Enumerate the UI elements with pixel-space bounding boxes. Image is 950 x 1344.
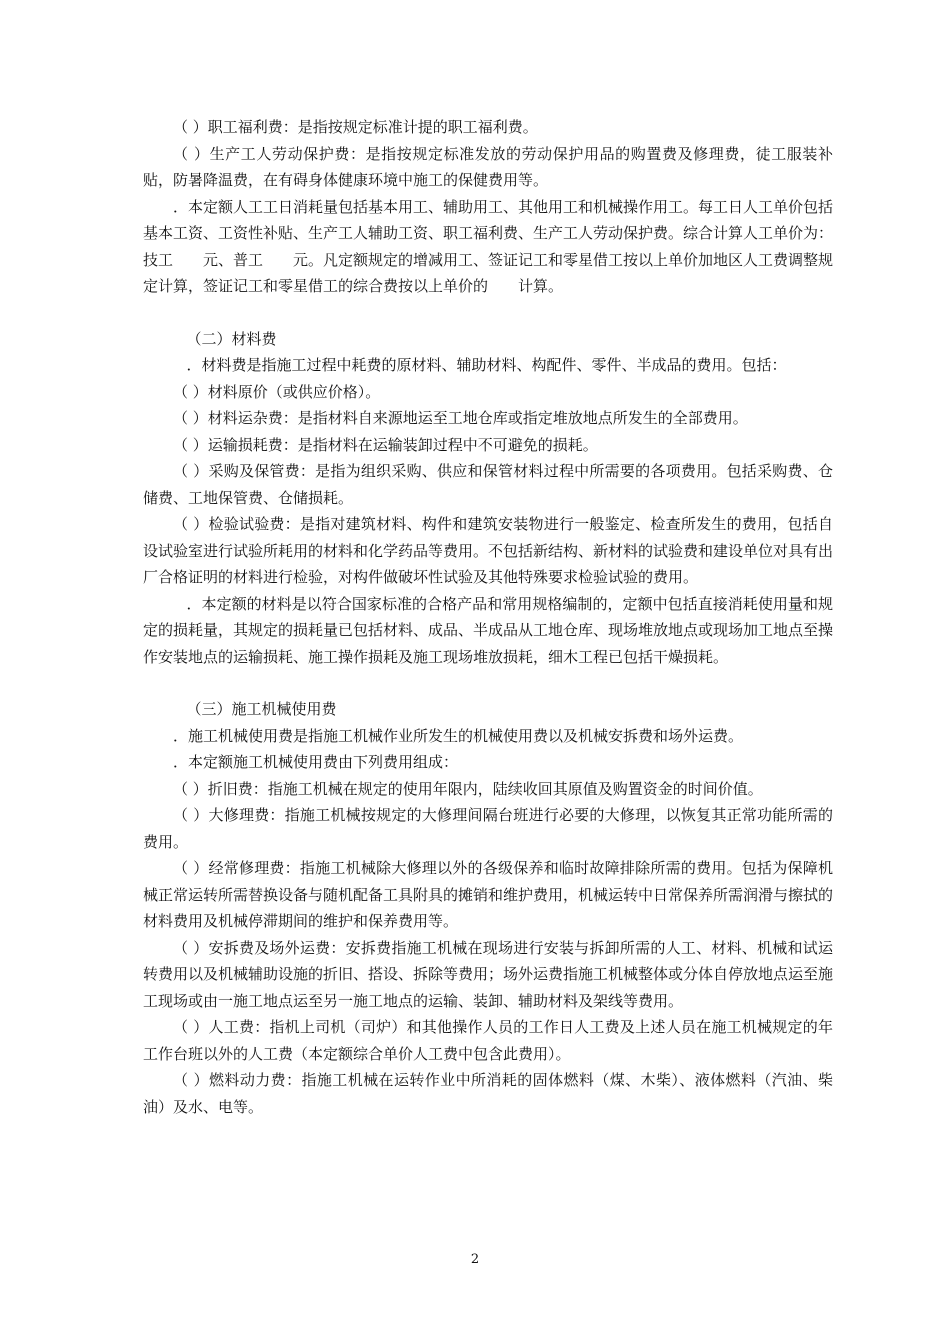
paragraph: （ ）材料运杂费：是指材料自来源地运至工地仓库或指定堆放地点所发生的全部费用。 [173,409,748,427]
paragraph: （ ）折旧费：指施工机械在规定的使用年限内，陆续收回其原值及购置资金的时间价值。 [173,779,763,798]
paragraph: （ ）运输损耗费：是指材料在运输装卸过程中不可避免的损耗。 [173,435,598,454]
section-heading-machinery: （三）施工机械使用费 [186,700,337,718]
section-gap [143,300,833,326]
paragraph: ．材料费是指施工过程中耗费的原材料、辅助材料、构配件、零件、半成品的费用。包括： [186,356,787,374]
paragraph: （ ）经常修理费：指施工机械除大修理以外的各级保养和临时故障排除所需的费用。包括为保障机械正常运转所需替换设备与随机配备工具附具的摊销和维护费用，机械运转中日常保养所需润滑与擦拭的材料费用及机械停滞期间的维护和保养费用等。 [143,859,834,930]
paragraph: （ ）采购及保管费：是指为组织采购、供应和保管材料过程中所需要的各项费用。包括采购费、仓储费、工地保管费、仓储损耗。 [143,462,833,507]
paragraph: （ ）大修理费：指施工机械按规定的大修理间隔台班进行必要的大修理，以恢复其正常功能所需的费用。 [143,806,833,851]
paragraph: （ ）燃料动力费：指施工机械在运转作业中所消耗的固体燃料（煤、木柴）、液体燃料（汽油、柴油）及水、电等。 [143,1071,833,1116]
paragraph: ．本定额人工工日消耗量包括基本用工、辅助用工、其他用工和机械操作用工。每工日人工单价包括基本工资、工资性补贴、生产工人辅助工资、职工福利费、生产工人劳动保护费。综合计算人工单价为：技工 元、普工 元。凡定额规定的增减用工、签证记工和零星借工按以上单价加地区人工费调整规定计算，签证记工和零星借工的综合费按以上单价的 计算。 [143,197,834,295]
paragraph: ．施工机械使用费是指施工机械作业所发生的机械使用费以及机械安拆费和场外运费。 [173,726,744,745]
paragraph: （ ）检验试验费：是指对建筑材料、构件和建筑安装物进行一般鉴定、检查所发生的费用，包括自设试验室进行试验所耗用的材料和化学药品等费用。不包括新结构、新材料的试验费和建设单位对具有出厂合格证明的材料进行检验，对构件做破坏性试验及其他特殊要求检验试验的费用。 [143,515,834,586]
paragraph: （ ）人工费：指机上司机（司炉）和其他操作人员的工作日人工费及上述人员在施工机械规定的年工作台班以外的人工费（本定额综合单价人工费中包含此费用）。 [143,1018,833,1063]
paragraph: （ ）安拆费及场外运费：安拆费指施工机械在现场进行安装与拆卸所需的人工、材料、机械和试运转费用以及机械辅助设施的折旧、搭设、拆除等费用；场外运费指施工机械整体或分体自停放地点运至施工现场或由一施工地点运至另一施工地点的运输、装卸、辅助材料及架线等费用。 [143,938,834,1010]
paragraph: （ ）职工福利费：是指按规定标准计提的职工福利费。 [173,118,538,136]
section-gap [143,670,833,696]
paragraph: ．本定额的材料是以符合国家标准的合格产品和常用规格编制的，定额中包括直接消耗使用量和规定的损耗量，其规定的损耗量已包括材料、成品、半成品从工地仓库、现场堆放地点或现场加工地点至操作安装地点的运输损耗、施工操作损耗及施工现场堆放损耗，细木工程已包括干燥损耗。 [143,594,834,666]
section-heading-materials: （二）材料费 [186,329,277,348]
document-body [143,114,833,1120]
paragraph: （ ）生产工人劳动保护费：是指按规定标准发放的劳动保护用品的购置费及修理费，徒工服装补贴，防暑降温费，在有碍身体健康环境中施工的保健费用等。 [143,144,833,189]
paragraph: ．本定额施工机械使用费由下列费用组成： [173,753,459,771]
paragraph: （ ）材料原价（或供应价格）。 [173,382,381,401]
page-number: 2 [470,1252,480,1267]
